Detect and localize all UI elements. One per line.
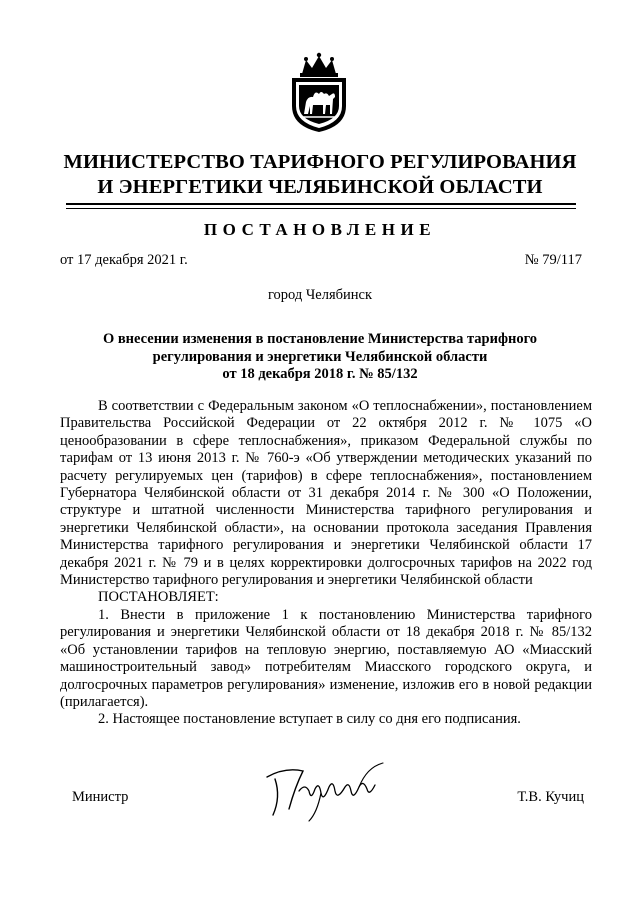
item-2-paragraph: 2. Настоящее постановление вступает в силу со дня его подписания. — [98, 711, 521, 728]
signatory-name: Т.В. Кучиц — [517, 789, 584, 805]
decree-city: город Челябинск — [267, 287, 373, 303]
signatory-position: Министр — [72, 789, 129, 805]
decree-date: от 17 декабря 2021 г. — [60, 252, 188, 268]
subject-line3: от 18 декабря 2018 г. № 85/132 — [222, 366, 418, 382]
ministry-name-line2: И ЭНЕРГЕТИКИ ЧЕЛЯБИНСКОЙ ОБЛАСТИ — [97, 176, 543, 198]
item-1-paragraph: 1. Внести в приложение 1 к постановлению Министерства тарифного регулирования и энергетики Челябинской области от 18 декабря 2018 г. № 85/132 «Об установлении тарифов на тепловую энергию, поставляемую АО «Миасский машиностроительный завод» потребителям Миасского городского округа, и долгосрочных параметров регулирования» изменение, изложив его в новой редакции (прилагается). — [60, 606, 592, 710]
ministry-name-line1: МИНИСТЕРСТВО ТАРИФНОГО РЕГУЛИРОВАНИЯ — [63, 151, 577, 173]
decree-body — [60, 398, 592, 729]
header-divider-thin — [66, 208, 576, 209]
coat-of-arms-emblem — [288, 52, 350, 134]
decree-subject — [90, 331, 550, 384]
document-type-title: ПОСТАНОВЛЕНИЕ — [203, 220, 437, 239]
resolves-heading: ПОСТАНОВЛЯЕТ: — [98, 589, 219, 606]
subject-line2: регулирования и энергетики Челябинской области — [152, 348, 488, 365]
header-divider-thick — [66, 203, 576, 205]
preamble-paragraph: В соответствии с Федеральным законом «О теплоснабжении», постановлением Правительства Российской Федерации от 22 октября 2012 г. № 1075 «О ценообразовании в сфере теплоснабжения», приказом Федеральной службы по тарифам от 13 июня 2013 г. № 760-э «Об утверждении методических указаний по расчету регулируемых цен (тарифов) в сфере теплоснабжения», постановлением Губернатора Челябинской области от 31 декабря 2014 г. № 300 «О Положении, структуре и штатной численности Министерства тарифного регулирования и энергетики Челябинской области», на основании протокола заседания Правления Министерства тарифного регулирования и энергетики Челябинской области 17 декабря 2021 г. № 79 и в целях корректировки долгосрочных тарифов на 2022 год Министерство тарифного регулирования и энергетики Челябинской области — [60, 398, 592, 589]
subject-line1: О внесении изменения в постановление Министерства тарифного — [102, 331, 538, 347]
handwritten-signature — [255, 757, 400, 823]
decree-number: № 79/117 — [524, 252, 582, 268]
